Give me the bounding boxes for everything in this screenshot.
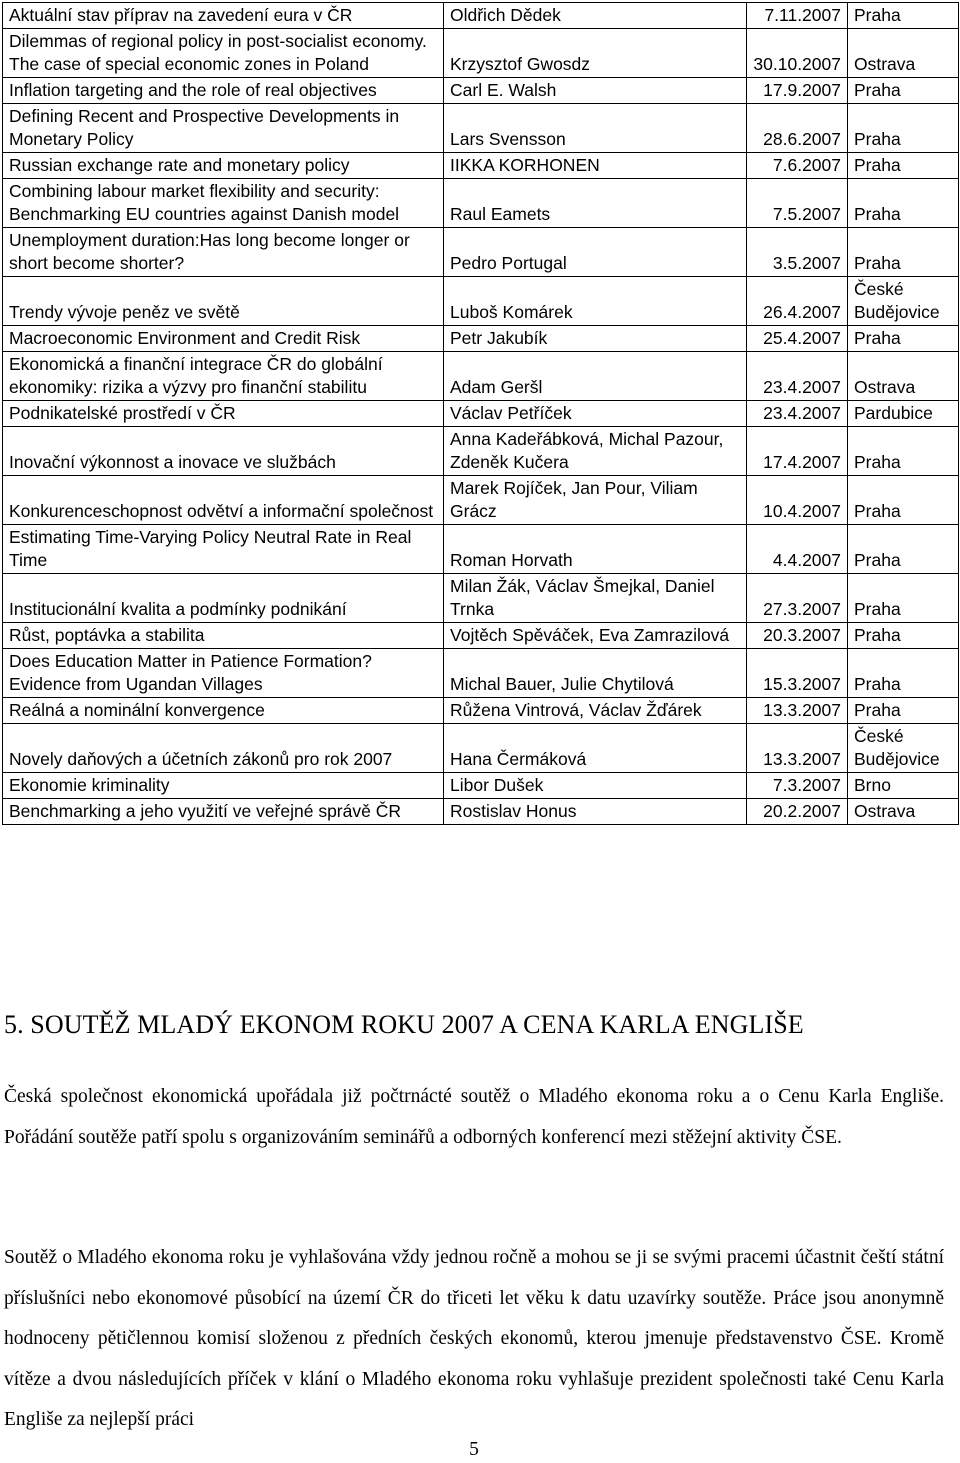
seminar-place: České Budějovice xyxy=(848,724,959,773)
table-row xyxy=(3,179,959,228)
seminar-title: Inflation targeting and the role of real objectives xyxy=(3,78,444,104)
seminar-place: Praha xyxy=(848,326,959,352)
seminar-author: Pedro Portugal xyxy=(444,228,747,277)
seminar-place: Praha xyxy=(848,623,959,649)
seminar-author: Milan Žák, Václav Šmejkal, Daniel Trnka xyxy=(444,574,747,623)
seminar-author: Raul Eamets xyxy=(444,179,747,228)
seminar-title: Dilemmas of regional policy in post-socialist economy. The case of special economic zones in Poland xyxy=(3,29,444,78)
seminar-place: Brno xyxy=(848,773,959,799)
seminar-title: Konkurenceschopnost odvětví a informační společnost xyxy=(3,476,444,525)
seminar-place: Praha xyxy=(848,3,959,29)
seminar-place: Ostrava xyxy=(848,352,959,401)
table-row xyxy=(3,427,959,476)
section-heading: 5. SOUTĚŽ MLADÝ EKONOM ROKU 2007 A CENA KARLA ENGLIŠE xyxy=(4,1010,804,1039)
seminar-author: Vojtěch Spěváček, Eva Zamrazilová xyxy=(444,623,747,649)
seminar-place: Praha xyxy=(848,104,959,153)
seminar-title: Reálná a nominální konvergence xyxy=(3,698,444,724)
seminar-date: 13.3.2007 xyxy=(747,698,848,724)
seminar-title: Růst, poptávka a stabilita xyxy=(3,623,444,649)
table-row xyxy=(3,277,959,326)
seminar-date: 23.4.2007 xyxy=(747,401,848,427)
seminar-place: Praha xyxy=(848,179,959,228)
seminar-author: Václav Petříček xyxy=(444,401,747,427)
table-row xyxy=(3,228,959,277)
seminar-title: Defining Recent and Prospective Developments in Monetary Policy xyxy=(3,104,444,153)
seminar-date: 15.3.2007 xyxy=(747,649,848,698)
seminar-place: Ostrava xyxy=(848,29,959,78)
seminar-title: Combining labour market flexibility and security: Benchmarking EU countries against Danish model xyxy=(3,179,444,228)
seminar-author: Petr Jakubík xyxy=(444,326,747,352)
table-row xyxy=(3,649,959,698)
seminar-author: Hana Čermáková xyxy=(444,724,747,773)
table-row xyxy=(3,799,959,825)
seminar-author: Lars Svensson xyxy=(444,104,747,153)
seminar-date: 7.6.2007 xyxy=(747,153,848,179)
seminar-date: 20.2.2007 xyxy=(747,799,848,825)
seminar-date: 17.9.2007 xyxy=(747,78,848,104)
seminar-author: Růžena Vintrová, Václav Žďárek xyxy=(444,698,747,724)
seminar-author: Carl E. Walsh xyxy=(444,78,747,104)
table-row xyxy=(3,3,959,29)
seminar-title: Ekonomická a finanční integrace ČR do globální ekonomiky: rizika a výzvy pro finanční stabilitu xyxy=(3,352,444,401)
table-row xyxy=(3,352,959,401)
seminar-title: Trendy vývoje peněz ve světě xyxy=(3,277,444,326)
seminar-date: 4.4.2007 xyxy=(747,525,848,574)
seminar-date: 25.4.2007 xyxy=(747,326,848,352)
seminar-author: Adam Geršl xyxy=(444,352,747,401)
seminar-author: Libor Dušek xyxy=(444,773,747,799)
seminar-author: Oldřich Dědek xyxy=(444,3,747,29)
seminar-date: 13.3.2007 xyxy=(747,724,848,773)
table-row xyxy=(3,401,959,427)
seminar-place: Pardubice xyxy=(848,401,959,427)
table-row xyxy=(3,29,959,78)
seminar-author: Anna Kadeřábková, Michal Pazour, Zdeněk Kučera xyxy=(444,427,747,476)
seminar-table xyxy=(2,2,959,825)
table-row xyxy=(3,525,959,574)
seminar-title: Estimating Time-Varying Policy Neutral Rate in Real Time xyxy=(3,525,444,574)
seminar-title: Macroeconomic Environment and Credit Risk xyxy=(3,326,444,352)
page-number: 5 xyxy=(469,1439,479,1460)
seminar-place: Praha xyxy=(848,153,959,179)
seminar-author: Michal Bauer, Julie Chytilová xyxy=(444,649,747,698)
seminar-place: Praha xyxy=(848,649,959,698)
table-row xyxy=(3,773,959,799)
table-row xyxy=(3,476,959,525)
seminar-date: 7.5.2007 xyxy=(747,179,848,228)
seminar-table-body xyxy=(3,3,959,825)
seminar-date: 20.3.2007 xyxy=(747,623,848,649)
seminar-title: Unemployment duration:Has long become longer or short become shorter? xyxy=(3,228,444,277)
seminar-title: Benchmarking a jeho využití ve veřejné správě ČR xyxy=(3,799,444,825)
seminar-author: Roman Horvath xyxy=(444,525,747,574)
seminar-place: České Budějovice xyxy=(848,277,959,326)
seminar-date: 7.3.2007 xyxy=(747,773,848,799)
seminar-title: Novely daňových a účetních zákonů pro rok 2007 xyxy=(3,724,444,773)
table-row xyxy=(3,698,959,724)
seminar-date: 26.4.2007 xyxy=(747,277,848,326)
seminar-date: 7.11.2007 xyxy=(747,3,848,29)
seminar-title: Inovační výkonnost a inovace ve službách xyxy=(3,427,444,476)
seminar-title: Ekonomie kriminality xyxy=(3,773,444,799)
seminar-place: Praha xyxy=(848,228,959,277)
seminar-author: Krzysztof Gwosdz xyxy=(444,29,747,78)
seminar-author: IIKKA KORHONEN xyxy=(444,153,747,179)
seminar-title: Russian exchange rate and monetary policy xyxy=(3,153,444,179)
seminar-date: 3.5.2007 xyxy=(747,228,848,277)
seminar-place: Ostrava xyxy=(848,799,959,825)
paragraph-2: Soutěž o Mladého ekonoma roku je vyhlašována vždy jednou ročně a mohou se ji se svými pracemi účastnit čeští státní příslušníci nebo ekonomové působící na území ČR do třiceti let věku k datu uzavírky soutěže. Práce jsou anonymně hodnoceny pětičlennou komisí složenou z předních českých ekonomů, kterou jmenuje představenstvo ČSE. Kromě vítěze a dvou následujících příček v klání o Mladého ekonoma roku vyhlašuje prezident společnosti také Cenu Karla Engliše za nejlepší práci xyxy=(4,1247,944,1430)
seminar-author: Rostislav Honus xyxy=(444,799,747,825)
table-row xyxy=(3,78,959,104)
table-row xyxy=(3,104,959,153)
seminar-title: Aktuální stav příprav na zavedení eura v ČR xyxy=(3,3,444,29)
seminar-date: 27.3.2007 xyxy=(747,574,848,623)
seminar-place: Praha xyxy=(848,476,959,525)
table-row xyxy=(3,153,959,179)
seminar-date: 17.4.2007 xyxy=(747,427,848,476)
seminar-title: Does Education Matter in Patience Formation? Evidence from Ugandan Villages xyxy=(3,649,444,698)
seminar-author: Marek Rojíček, Jan Pour, Viliam Grácz xyxy=(444,476,747,525)
seminar-place: Praha xyxy=(848,698,959,724)
seminar-place: Praha xyxy=(848,574,959,623)
table-row xyxy=(3,574,959,623)
seminar-author: Luboš Komárek xyxy=(444,277,747,326)
table-row xyxy=(3,724,959,773)
seminar-title: Podnikatelské prostředí v ČR xyxy=(3,401,444,427)
seminar-date: 23.4.2007 xyxy=(747,352,848,401)
seminar-place: Praha xyxy=(848,525,959,574)
paragraph-1: Česká společnost ekonomická upořádala již počtrnácté soutěž o Mladého ekonoma roku a o Cenu Karla Engliše. Pořádání soutěže patří spolu s organizováním seminářů a odborných konferencí mezi stěžejní aktivity ČSE. xyxy=(4,1086,944,1148)
seminar-place: Praha xyxy=(848,78,959,104)
seminar-date: 28.6.2007 xyxy=(747,104,848,153)
seminar-title: Institucionální kvalita a podmínky podnikání xyxy=(3,574,444,623)
seminar-date: 10.4.2007 xyxy=(747,476,848,525)
seminar-date: 30.10.2007 xyxy=(747,29,848,78)
seminar-place: Praha xyxy=(848,427,959,476)
table-row xyxy=(3,326,959,352)
table-row xyxy=(3,623,959,649)
